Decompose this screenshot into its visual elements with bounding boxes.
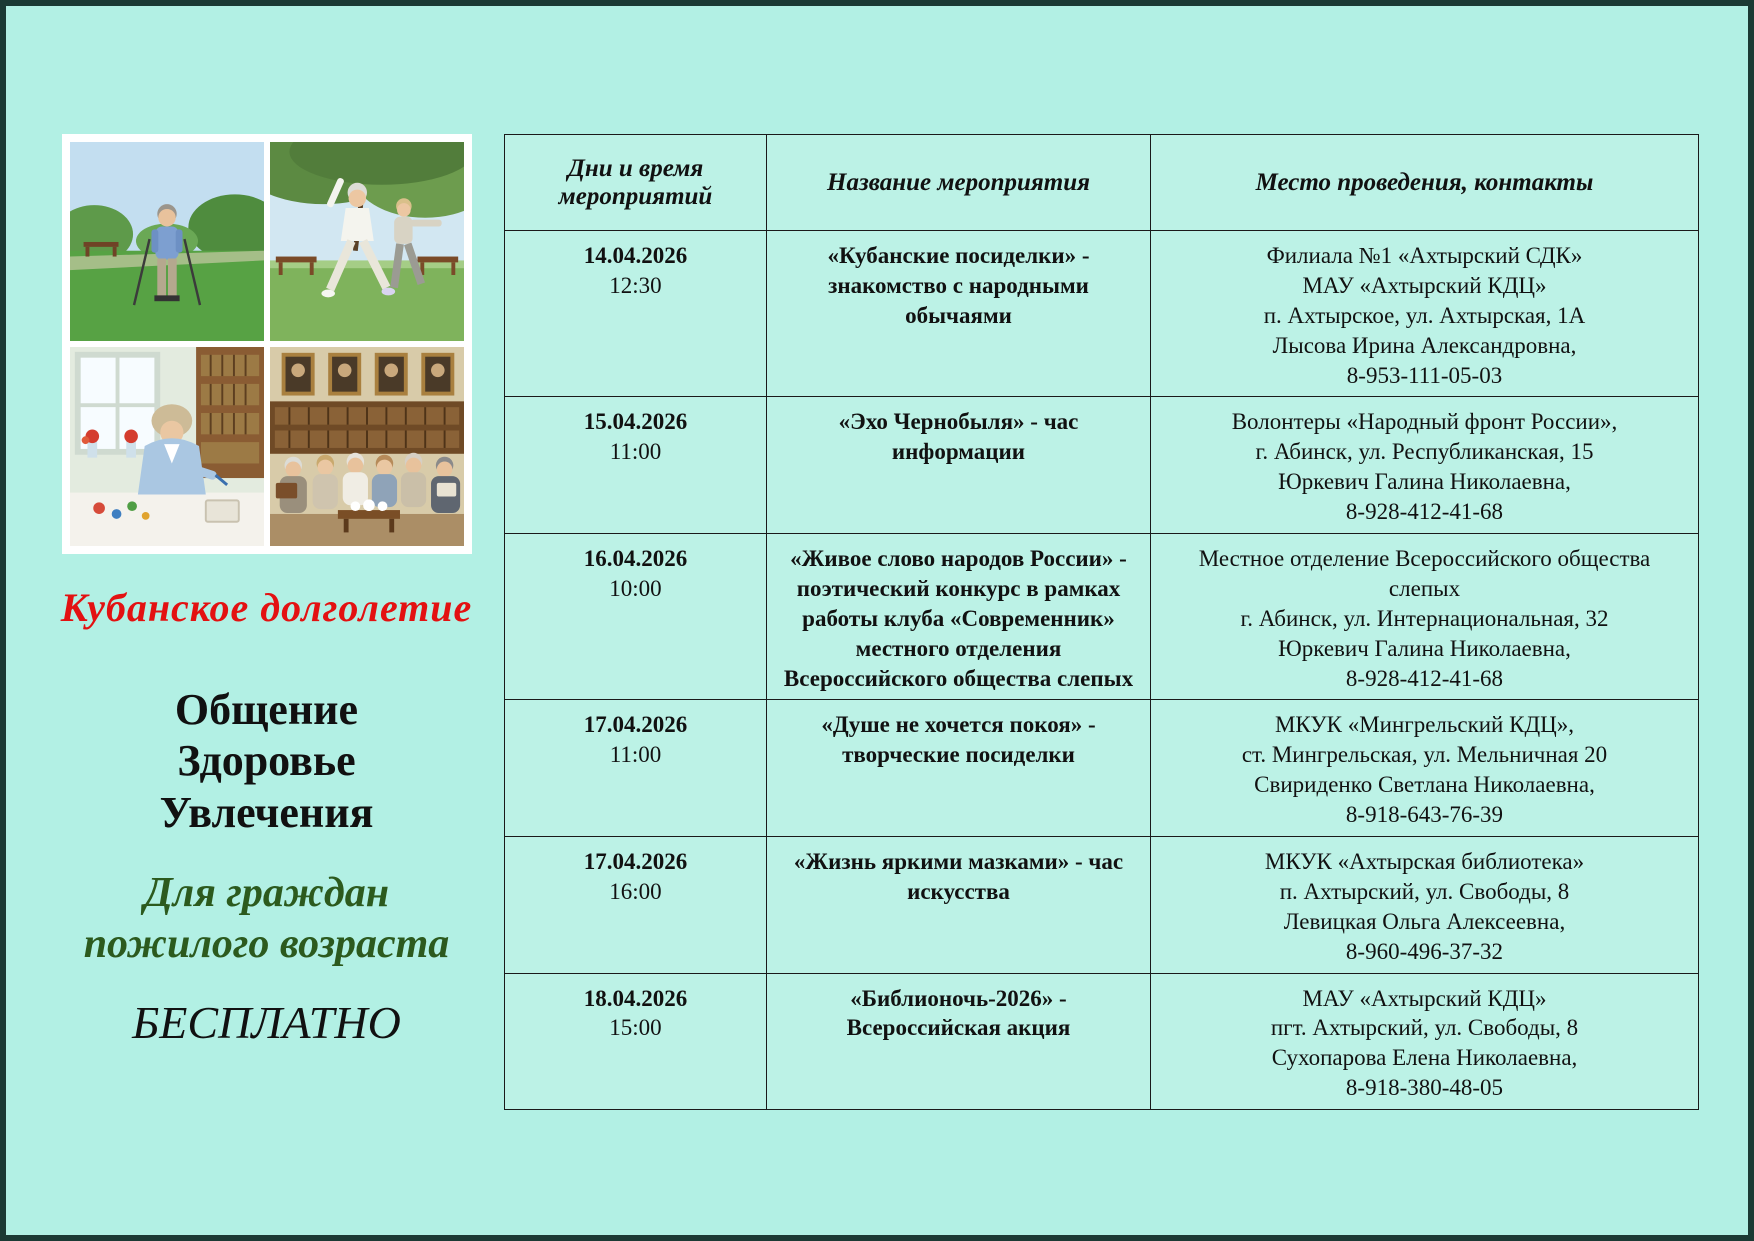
- table-row: [505, 534, 1699, 700]
- event-title: «Эхо Чернобыля» - час информации: [767, 397, 1151, 534]
- event-place: Филиала №1 «Ахтырский СДК» МАУ «Ахтырский КДЦ» п. Ахтырское, ул. Ахтырская, 1А Лысова Ирина Александровна, 8-953-111-05-03: [1151, 231, 1699, 397]
- event-title: «Кубанские посиделки» - знакомство с народными обычаями: [767, 231, 1151, 397]
- left-panel: [54, 6, 479, 1235]
- photo-senior-women-dancing: [270, 142, 464, 341]
- event-when: [505, 700, 767, 837]
- event-when: [505, 231, 767, 397]
- audience-text: Для граждан пожилого возраста: [83, 870, 450, 968]
- event-place: МАУ «Ахтырский КДЦ» пгт. Ахтырский, ул. Свободы, 8 Сухопарова Елена Николаевна, 8-918-380-48-05: [1151, 973, 1699, 1110]
- event-place: МКУК «Мингрельский КДЦ», ст. Мингрельская, ул. Мельничная 20 Свириденко Светлана Николаевна, 8-918-643-76-39: [1151, 700, 1699, 837]
- event-date: 15.04.2026: [583, 409, 688, 435]
- event-title: «Библионочь-2026» - Всероссийская акция: [767, 973, 1151, 1110]
- table-row: [505, 837, 1699, 974]
- event-time: 10:00: [609, 575, 662, 601]
- table-row: [505, 231, 1699, 397]
- program-title: Кубанское долголетие: [60, 585, 473, 630]
- table-row: [505, 973, 1699, 1110]
- event-time: 12:30: [609, 272, 662, 298]
- event-date: 18.04.2026: [583, 985, 688, 1011]
- photo-collage: [62, 134, 472, 554]
- slogan-text: Общение Здоровье Увлечения: [159, 685, 374, 837]
- photo-senior-man-nordic-walking: [70, 142, 264, 341]
- event-title: «Жизнь яркими мазками» - час искусства: [767, 837, 1151, 974]
- event-when: [505, 534, 767, 700]
- table-header-row: [505, 135, 1699, 231]
- event-time: 11:00: [609, 439, 662, 465]
- event-time: 16:00: [609, 878, 662, 904]
- event-place: МКУК «Ахтырская библиотека» п. Ахтырский, ул. Свободы, 8 Левицкая Ольга Алексеевна, 8-960-496-37-32: [1151, 837, 1699, 974]
- event-title: «Живое слово народов России» - поэтический конкурс в рамках работы клуба «Современник» местного отделения Всероссийского общества слепых: [767, 534, 1151, 700]
- event-date: 16.04.2026: [583, 546, 688, 572]
- event-place: Волонтеры «Народный фронт России», г. Абинск, ул. Республиканская, 15 Юркевич Галина Николаевна, 8-928-412-41-68: [1151, 397, 1699, 534]
- events-table: [504, 134, 1699, 1110]
- event-time: 11:00: [609, 742, 662, 768]
- event-date: 17.04.2026: [583, 849, 688, 875]
- table-row: [505, 397, 1699, 534]
- header-place-contacts: Место проведения, контакты: [1151, 135, 1699, 231]
- table-row: [505, 700, 1699, 837]
- event-when: [505, 973, 767, 1110]
- event-date: 14.04.2026: [583, 243, 688, 268]
- free-label: БЕСПЛАТНО: [132, 997, 401, 1048]
- event-title: «Душе не хочется покоя» - творческие посиделки: [767, 700, 1151, 837]
- header-date-time: Дни и время мероприятий: [505, 135, 767, 231]
- photo-seniors-reading-group: [270, 347, 464, 546]
- event-place: Местное отделение Всероссийского общества слепых г. Абинск, ул. Интернациональная, 32 Юркевич Галина Николаевна, 8-928-412-41-68: [1151, 534, 1699, 700]
- header-event-name: Название мероприятия: [767, 135, 1151, 231]
- event-date: 17.04.2026: [583, 712, 688, 738]
- event-time: 15:00: [609, 1015, 662, 1041]
- event-when: [505, 837, 767, 974]
- event-when: [505, 397, 767, 534]
- photo-senior-woman-painting: [70, 347, 264, 546]
